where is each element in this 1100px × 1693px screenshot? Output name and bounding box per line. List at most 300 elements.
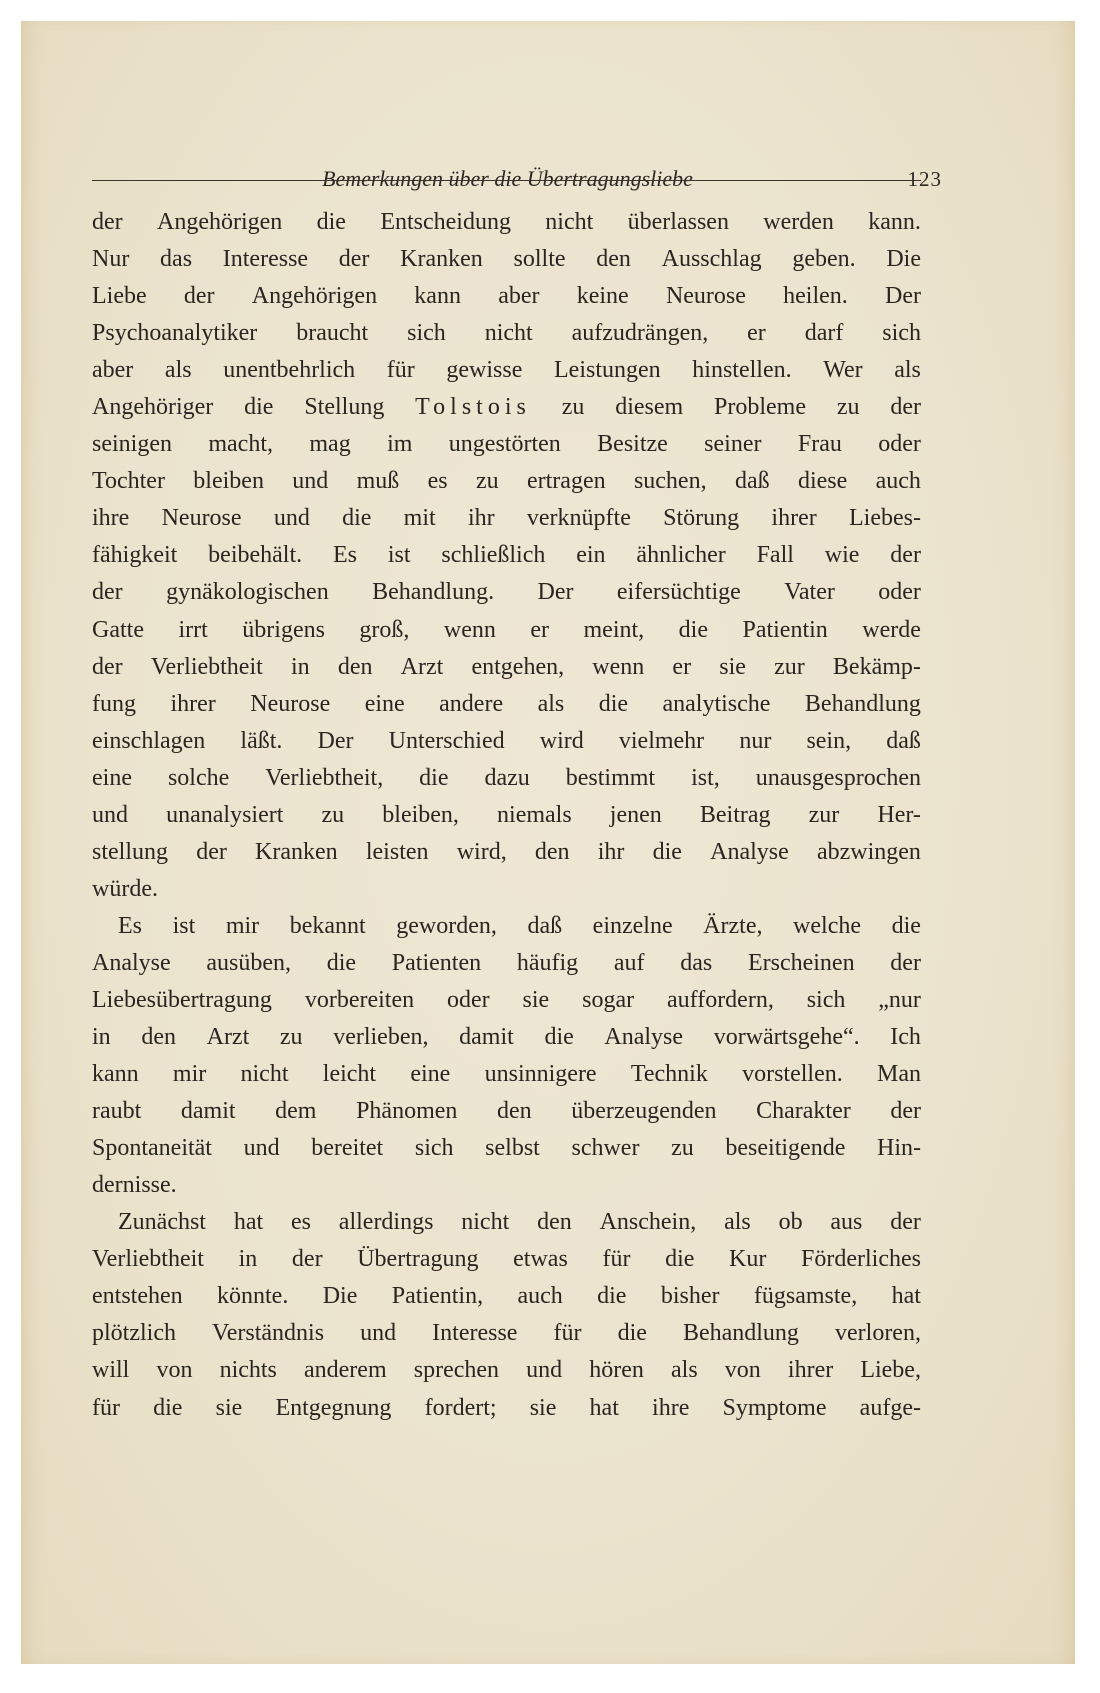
word: schließlich	[441, 542, 546, 569]
word: daß	[734, 468, 770, 495]
page-header	[113, 166, 942, 196]
word: ausüben,	[206, 949, 292, 976]
text-line	[92, 1093, 921, 1130]
word: läßt.	[240, 727, 283, 754]
word: von	[724, 1357, 761, 1384]
word: meint,	[583, 616, 645, 643]
word: in	[290, 653, 310, 680]
word: zu	[475, 468, 499, 495]
running-title: Bemerkungen über die Übertragungsliebe	[322, 166, 693, 191]
word: den	[337, 653, 373, 680]
word: zu	[321, 801, 345, 828]
word: ist	[387, 542, 411, 569]
word: Kranken	[255, 838, 338, 865]
word: beseitigende	[725, 1135, 846, 1162]
word: bisher	[660, 1283, 720, 1310]
word: Bekämp-	[832, 653, 921, 680]
word: hinstellen.	[692, 357, 792, 384]
word: sie	[215, 1394, 243, 1421]
word: oder	[447, 986, 490, 1013]
word: raubt	[92, 1098, 142, 1125]
word: die	[652, 838, 682, 865]
word: sollte	[513, 246, 566, 273]
word: sich	[407, 320, 446, 347]
word: unentbehrlich	[223, 357, 356, 384]
word: die	[153, 1394, 183, 1421]
word: entstehen	[92, 1283, 183, 1310]
word: sprechen	[413, 1357, 500, 1384]
text-line	[92, 1352, 921, 1389]
word: Angehörigen	[157, 209, 283, 235]
text-line	[92, 500, 921, 537]
word: er	[530, 616, 550, 643]
word: Der	[885, 283, 921, 310]
word: Analyse	[92, 949, 171, 976]
word: nicht	[240, 1061, 289, 1088]
word: sich	[806, 986, 846, 1013]
text-line	[92, 389, 921, 426]
word: bereitet	[311, 1135, 384, 1162]
word: Liebes-	[848, 505, 921, 532]
word: allerdings	[338, 1209, 434, 1236]
word: Tochter	[92, 468, 165, 495]
word: jenen	[609, 801, 662, 828]
word: Spontaneität	[92, 1135, 212, 1162]
text-line	[92, 1056, 921, 1093]
word: Liebe,	[860, 1357, 921, 1384]
word: damit	[180, 1098, 236, 1125]
word: kann.	[868, 209, 921, 235]
word: Phänomen	[356, 1098, 458, 1125]
word: die	[598, 690, 629, 717]
text-line	[92, 612, 921, 649]
word: Probleme	[714, 394, 806, 421]
word: wird,	[456, 838, 507, 865]
word: und	[92, 801, 128, 828]
word: Interesse	[222, 246, 309, 273]
word: braucht	[296, 320, 369, 347]
word: nicht	[484, 320, 533, 347]
word: und	[360, 1320, 397, 1347]
word: auffordern,	[666, 986, 774, 1013]
word: der	[890, 949, 921, 976]
word: bleiben	[193, 468, 264, 495]
word: sich	[882, 320, 921, 347]
word: der	[890, 394, 921, 421]
text-line	[92, 1315, 921, 1352]
word: Beitrag	[699, 801, 771, 828]
word: Die	[322, 1283, 358, 1310]
word: als	[671, 1357, 698, 1384]
word: in	[238, 1246, 258, 1273]
word: Kur	[729, 1246, 767, 1273]
word: etwas	[513, 1246, 568, 1273]
text-line	[92, 908, 921, 945]
word: hören	[589, 1357, 644, 1384]
word: vorstellen.	[742, 1061, 843, 1088]
word: ihrer	[170, 690, 216, 717]
word: verknüpfte	[526, 505, 631, 532]
word: die	[665, 1246, 695, 1273]
word: Der	[317, 727, 354, 754]
word: und	[526, 1357, 563, 1384]
word: Behandlung	[682, 1320, 799, 1347]
word: analytische	[662, 690, 771, 717]
word: nur	[739, 727, 772, 754]
word: das	[160, 246, 193, 273]
word: heilen.	[783, 283, 848, 310]
word: das	[680, 949, 713, 976]
word: Stellung	[304, 394, 385, 421]
word: der	[92, 209, 123, 235]
word: aber	[498, 283, 540, 310]
word: Es	[118, 912, 142, 939]
word: Ausschlag	[661, 246, 762, 273]
text-line	[92, 982, 921, 1019]
word: einschlagen	[92, 727, 206, 754]
word: eine	[410, 1061, 451, 1088]
text-line	[92, 278, 921, 315]
word: der	[92, 579, 123, 606]
word: von	[156, 1357, 193, 1384]
word: die	[891, 912, 921, 939]
word: Förderliches	[801, 1246, 921, 1273]
word: hat	[589, 1394, 619, 1421]
text-line	[92, 1278, 921, 1315]
word: bestimmt	[565, 764, 656, 791]
word: andere	[439, 690, 504, 717]
word: wenn	[592, 653, 645, 680]
word: zu	[671, 1135, 694, 1162]
word: die	[419, 764, 449, 791]
word: häufig	[516, 949, 579, 976]
word: der	[196, 838, 227, 865]
word: wenn	[443, 616, 496, 643]
word: sich	[414, 1135, 454, 1162]
word: zu	[561, 394, 585, 421]
word: die	[544, 1024, 574, 1051]
word: leicht	[322, 1061, 377, 1088]
word: welche	[793, 912, 862, 939]
word: verloren,	[835, 1320, 921, 1347]
word: „nur	[878, 986, 921, 1013]
word: könnte.	[217, 1283, 289, 1310]
word: mit	[403, 505, 436, 532]
word: für	[602, 1246, 631, 1273]
word: vorwärtsgehe“.	[713, 1024, 860, 1051]
word: Symptome	[722, 1394, 827, 1421]
word: plötzlich	[92, 1320, 176, 1347]
word: sogar	[582, 986, 635, 1013]
word: ihrer	[771, 505, 817, 532]
word: für	[386, 357, 415, 384]
word: niemals	[497, 801, 572, 828]
word: es	[427, 468, 448, 495]
word: Technik	[630, 1061, 708, 1088]
word: Psychoanalytiker	[92, 320, 258, 347]
word: selbst	[485, 1135, 540, 1162]
text-line	[92, 760, 921, 797]
word: für	[553, 1320, 582, 1347]
word: Analyse	[604, 1024, 684, 1051]
word: beibehält.	[208, 542, 303, 569]
word: zu	[279, 1024, 303, 1051]
word: irrt	[178, 616, 208, 643]
word: ob	[778, 1209, 803, 1236]
word: anderem	[304, 1357, 387, 1384]
word: einzelne	[592, 912, 673, 939]
word: auch	[517, 1283, 563, 1310]
word: die	[244, 394, 274, 421]
body-text	[92, 204, 921, 1427]
word: kann	[92, 1061, 139, 1088]
word: Der	[537, 579, 574, 606]
text-line	[92, 1019, 921, 1056]
word: den	[537, 1209, 572, 1236]
word: abzwingen	[816, 838, 921, 865]
text-line	[92, 649, 921, 686]
word: fähigkeit	[92, 542, 178, 569]
word: den	[497, 1098, 532, 1125]
word: muß	[356, 468, 400, 495]
word: oder	[878, 431, 921, 458]
word: der	[890, 1209, 921, 1236]
text-line	[92, 241, 921, 278]
word: suchen,	[633, 468, 707, 495]
word: Erscheinen	[747, 949, 855, 976]
word: die	[342, 505, 372, 532]
word: seiner	[704, 431, 762, 458]
word: überzeugenden	[571, 1098, 717, 1125]
word: aufge-	[859, 1394, 921, 1421]
word: damit	[459, 1024, 514, 1051]
word: Entscheidung	[380, 209, 511, 235]
word: Übertragung	[357, 1246, 479, 1273]
word: Neurose	[161, 505, 242, 532]
word: im	[387, 431, 413, 458]
word: den	[534, 838, 570, 865]
word: ihre	[92, 505, 130, 532]
word: Arzt	[206, 1024, 250, 1051]
word: geworden,	[396, 912, 497, 939]
word: der	[890, 1098, 921, 1125]
spaced-name: Tolstois	[415, 394, 531, 421]
word: Behandlung	[804, 690, 921, 717]
word: diesem	[615, 394, 684, 421]
word: Besitze	[597, 431, 668, 458]
word: hat	[891, 1283, 921, 1310]
word: Her-	[877, 801, 921, 828]
word: stellung	[92, 838, 168, 865]
word: sein,	[806, 727, 852, 754]
text-line	[92, 574, 921, 611]
line-text: würde.	[92, 875, 158, 902]
word: zur	[808, 801, 840, 828]
word: Verständnis	[212, 1320, 325, 1347]
word: Frau	[797, 431, 842, 458]
word: er	[747, 320, 766, 347]
word: Störung	[663, 505, 740, 532]
word: verlieben,	[333, 1024, 429, 1051]
word: überlassen	[627, 209, 729, 235]
word: die	[326, 949, 357, 976]
word: unausgesprochen	[755, 764, 921, 791]
word: Verliebtheit	[92, 1246, 204, 1273]
word: Charakter	[756, 1098, 851, 1125]
word: kann	[414, 283, 461, 310]
word: Neurose	[250, 690, 331, 717]
word: mir	[225, 912, 260, 939]
text-line	[92, 945, 921, 982]
word: nicht	[461, 1209, 510, 1236]
word: nicht	[545, 209, 594, 235]
text-line	[92, 1241, 921, 1278]
word: werden	[763, 209, 834, 235]
word: mag	[309, 431, 351, 458]
word: auf	[613, 949, 645, 976]
text-line	[92, 352, 921, 389]
word: fung	[92, 690, 136, 717]
page-number: 123	[907, 167, 942, 191]
word: solche	[167, 764, 230, 791]
word: für	[92, 1394, 120, 1421]
word: seinigen	[92, 431, 172, 458]
word: gynäkologischen	[166, 579, 329, 606]
word: ertragen	[526, 468, 606, 495]
word: vielmehr	[618, 727, 705, 754]
text-line	[92, 1390, 921, 1427]
word: Wer	[823, 357, 863, 384]
word: zur	[774, 653, 805, 680]
word: Angehörigen	[251, 283, 378, 310]
word: dazu	[484, 764, 530, 791]
word: Es	[333, 542, 357, 569]
word: die	[597, 1283, 627, 1310]
word: den	[141, 1024, 176, 1051]
word: der	[183, 283, 215, 310]
word: der	[338, 246, 370, 273]
word: ein	[576, 542, 606, 569]
word: fordert;	[424, 1394, 497, 1421]
word: mir	[172, 1061, 207, 1088]
word: die	[316, 209, 346, 235]
word: ist	[172, 912, 196, 939]
word: ihrer	[787, 1357, 834, 1384]
word: entgehen,	[471, 653, 565, 680]
word: Vater	[784, 579, 835, 606]
word: hat	[233, 1209, 264, 1236]
word: eine	[92, 764, 132, 791]
word: als	[164, 357, 192, 384]
word: Patienten	[391, 949, 482, 976]
text-line	[92, 1204, 921, 1241]
word: zu	[836, 394, 860, 421]
word: als	[894, 357, 921, 384]
word: den	[596, 246, 631, 273]
text-line	[92, 871, 921, 908]
word: übrigens	[242, 616, 325, 643]
word: geben.	[792, 246, 856, 273]
word: bleiben,	[382, 801, 459, 828]
word: Interesse	[432, 1320, 518, 1347]
word: auch	[875, 468, 921, 495]
word: aus	[830, 1209, 863, 1236]
word: Arzt	[400, 653, 444, 680]
word: eine	[364, 690, 405, 717]
word: ähnlicher	[636, 542, 726, 569]
word: Die	[886, 246, 921, 273]
word: Patientin	[742, 616, 828, 643]
text-line	[92, 723, 921, 760]
text-line	[92, 463, 921, 500]
word: leisten	[365, 838, 429, 865]
word: daß	[527, 912, 563, 939]
word: der	[92, 653, 123, 680]
word: in	[92, 1024, 111, 1051]
word: Ärzte,	[703, 912, 763, 939]
word: schwer	[571, 1135, 640, 1162]
word: darf	[804, 320, 844, 347]
word: der	[291, 1246, 323, 1273]
word: die	[678, 616, 708, 643]
text-line	[92, 834, 921, 871]
header-rule	[92, 180, 921, 181]
word: Neurose	[665, 283, 746, 310]
word: Fall	[756, 542, 794, 569]
word: sie	[719, 653, 746, 680]
word: Unterschied	[388, 727, 505, 754]
word: Angehöriger	[92, 394, 214, 421]
word: als	[537, 690, 565, 717]
word: ist,	[691, 764, 720, 791]
word: groß,	[359, 616, 410, 643]
word: Patientin,	[391, 1283, 484, 1310]
word: Entgegnung	[275, 1394, 392, 1421]
word: es	[290, 1209, 311, 1236]
word: und	[273, 505, 310, 532]
word: oder	[878, 579, 921, 606]
word: Kranken	[400, 246, 483, 273]
word: Leistungen	[554, 357, 661, 384]
word: und	[292, 468, 329, 495]
word: nichts	[219, 1357, 277, 1384]
line-text: dernisse.	[92, 1172, 177, 1199]
word: keine	[576, 283, 629, 310]
word: diese	[797, 468, 848, 495]
word: der	[890, 542, 921, 569]
word: Analyse	[710, 838, 789, 865]
word: wird	[539, 727, 584, 754]
word: ungestörten	[448, 431, 561, 458]
word: dem	[275, 1098, 317, 1125]
word: Hin-	[876, 1135, 921, 1162]
text-line	[92, 537, 921, 574]
text-line	[92, 1167, 921, 1204]
word: und	[243, 1135, 280, 1162]
word: Verliebtheit	[150, 653, 263, 680]
word: Anschein,	[599, 1209, 697, 1236]
word: vorbereiten	[304, 986, 415, 1013]
text-line	[92, 426, 921, 463]
word: ihr	[467, 505, 495, 532]
word: ihr	[597, 838, 625, 865]
word: macht,	[208, 431, 273, 458]
word: Man	[877, 1061, 921, 1088]
word: Liebesübertragung	[92, 986, 272, 1013]
text-line	[92, 686, 921, 723]
text-line	[92, 797, 921, 834]
word: aber	[92, 357, 134, 384]
